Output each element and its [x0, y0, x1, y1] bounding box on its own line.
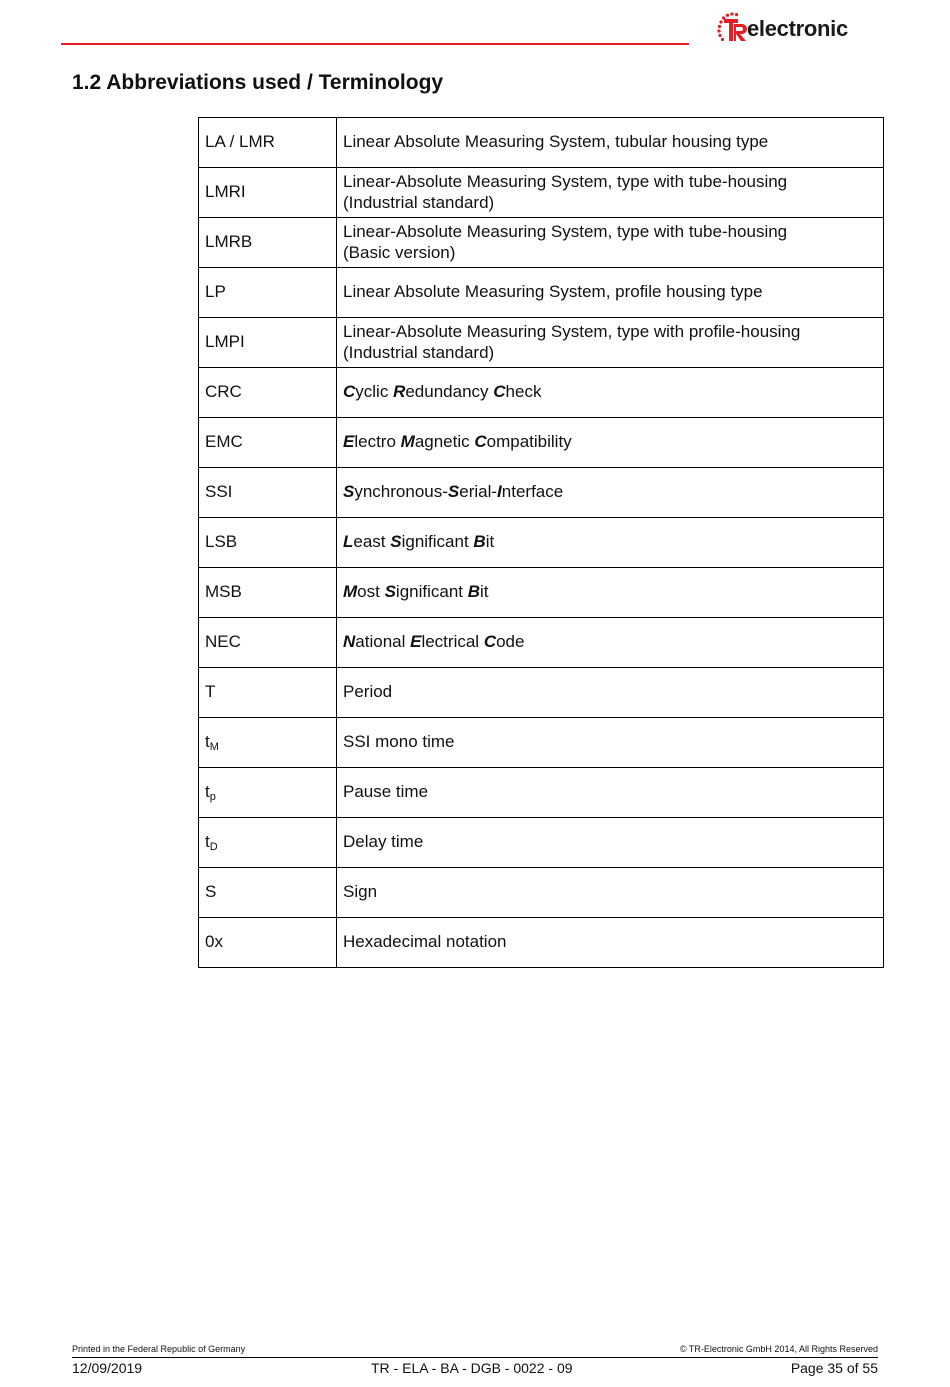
initial-letter: M [400, 432, 415, 452]
abbr-term: LMPI [199, 318, 337, 368]
abbr-definition: Delay time [337, 818, 884, 868]
abbr-term [199, 718, 337, 768]
table-row [199, 868, 884, 918]
abbr-definition: Pause time [337, 768, 884, 818]
abbr-term: LMRB [199, 218, 337, 268]
definition-line: (Industrial standard) [343, 192, 495, 212]
word-rest: it [485, 532, 495, 552]
abbr-definition [337, 168, 884, 218]
table-row [199, 368, 884, 418]
table-row [199, 618, 884, 668]
table-row [199, 218, 884, 268]
word-rest: ompatibility [486, 432, 572, 452]
abbr-definition [337, 318, 884, 368]
initial-letter: R [393, 382, 406, 402]
abbr-term: MSB [199, 568, 337, 618]
word-rest: yclic [355, 382, 394, 402]
abbr-definition: Linear Absolute Measuring System, tubular housing type [337, 118, 884, 168]
initial-letter: C [493, 382, 506, 402]
logo-wordmark: electronic [747, 16, 848, 41]
word-rest: ode [496, 632, 525, 652]
table-row [199, 468, 884, 518]
abbr-definition [337, 568, 884, 618]
abbr-definition: Period [337, 668, 884, 718]
initial-letter: S [384, 582, 396, 602]
initial-letter: S [390, 532, 402, 552]
initial-letter: E [343, 432, 355, 452]
word-rest: nterface [501, 482, 564, 502]
abbr-definition [337, 218, 884, 268]
word-rest: agnetic [414, 432, 475, 452]
abbr-term: LA / LMR [199, 118, 337, 168]
word-rest: ost [357, 582, 385, 602]
table-row [199, 168, 884, 218]
abbr-term: LMRI [199, 168, 337, 218]
abbr-term [199, 818, 337, 868]
table-row [199, 518, 884, 568]
initial-letter: S [343, 482, 355, 502]
table-row [199, 668, 884, 718]
abbr-definition [337, 368, 884, 418]
header-rule [61, 43, 689, 45]
abbr-term: LSB [199, 518, 337, 568]
table-row [199, 918, 884, 968]
word-rest: lectrical [421, 632, 484, 652]
definition-line: Linear-Absolute Measuring System, type with profile-housing [343, 322, 801, 342]
abbr-term: S [199, 868, 337, 918]
term-base: t [205, 732, 210, 752]
word-rest: edundancy [405, 382, 494, 402]
section-title: 1.2 Abbreviations used / Terminology [72, 71, 444, 94]
abbr-term: LP [199, 268, 337, 318]
definition-line: (Industrial standard) [343, 342, 495, 362]
term-base: t [205, 832, 210, 852]
word-rest: ignificant [401, 532, 474, 552]
abbr-definition: Hexadecimal notation [337, 918, 884, 968]
initial-letter: B [467, 582, 481, 602]
table-row [199, 768, 884, 818]
initial-letter: C [474, 432, 487, 452]
abbr-definition: Sign [337, 868, 884, 918]
definition-line: (Basic version) [343, 242, 456, 262]
word-rest: ynchronous- [354, 482, 448, 502]
footer-date: 12/09/2019 [72, 1360, 143, 1376]
abbr-term: 0x [199, 918, 337, 968]
company-logo [716, 12, 876, 46]
initial-letter: N [343, 632, 356, 652]
word-rest: ational [355, 632, 411, 652]
abbr-term: EMC [199, 418, 337, 468]
definition-line: Linear-Absolute Measuring System, type with tube-housing [343, 172, 788, 192]
initial-letter: I [497, 482, 502, 502]
abbr-term [199, 768, 337, 818]
abbr-definition [337, 468, 884, 518]
footer-rule [72, 1357, 878, 1358]
abbr-term: NEC [199, 618, 337, 668]
table-row [199, 568, 884, 618]
initial-letter: M [343, 582, 358, 602]
abbreviations-table [198, 117, 884, 968]
term-subscript: M [209, 741, 219, 754]
abbr-definition: Linear Absolute Measuring System, profile housing type [337, 268, 884, 318]
initial-letter: L [343, 532, 354, 552]
table-row [199, 318, 884, 368]
term-subscript: D [209, 841, 218, 854]
abbr-definition [337, 618, 884, 668]
logo-mark-icon [716, 12, 750, 46]
initial-letter: C [343, 382, 356, 402]
word-rest: erial- [459, 482, 498, 502]
word-rest: lectro [354, 432, 401, 452]
term-base: t [205, 782, 210, 802]
word-rest: it [480, 582, 489, 602]
word-rest: heck [505, 382, 542, 402]
definition-line: Linear-Absolute Measuring System, type with tube-housing [343, 222, 788, 242]
word-rest: east [353, 532, 391, 552]
table-row [199, 818, 884, 868]
footer-copyright: © TR-Electronic GmbH 2014, All Rights Reserved [679, 1344, 878, 1354]
abbr-term: T [199, 668, 337, 718]
footer-printed-note: Printed in the Federal Republic of Germany [72, 1344, 246, 1354]
word-rest: ignificant [395, 582, 468, 602]
table-row [199, 718, 884, 768]
initial-letter: B [473, 532, 486, 552]
abbr-definition [337, 518, 884, 568]
initial-letter: S [447, 482, 460, 502]
table-row [199, 118, 884, 168]
abbr-term: CRC [199, 368, 337, 418]
initial-letter: E [410, 632, 422, 652]
abbr-definition: SSI mono time [337, 718, 884, 768]
abbr-term: SSI [199, 468, 337, 518]
footer-page-number: Page 35 of 55 [790, 1360, 878, 1376]
footer-document-id: TR - ELA - BA - DGB - 0022 - 09 [371, 1360, 573, 1376]
initial-letter: C [483, 632, 497, 652]
abbr-definition [337, 418, 884, 468]
term-subscript: p [209, 791, 216, 804]
table-row [199, 418, 884, 468]
table-row [199, 268, 884, 318]
